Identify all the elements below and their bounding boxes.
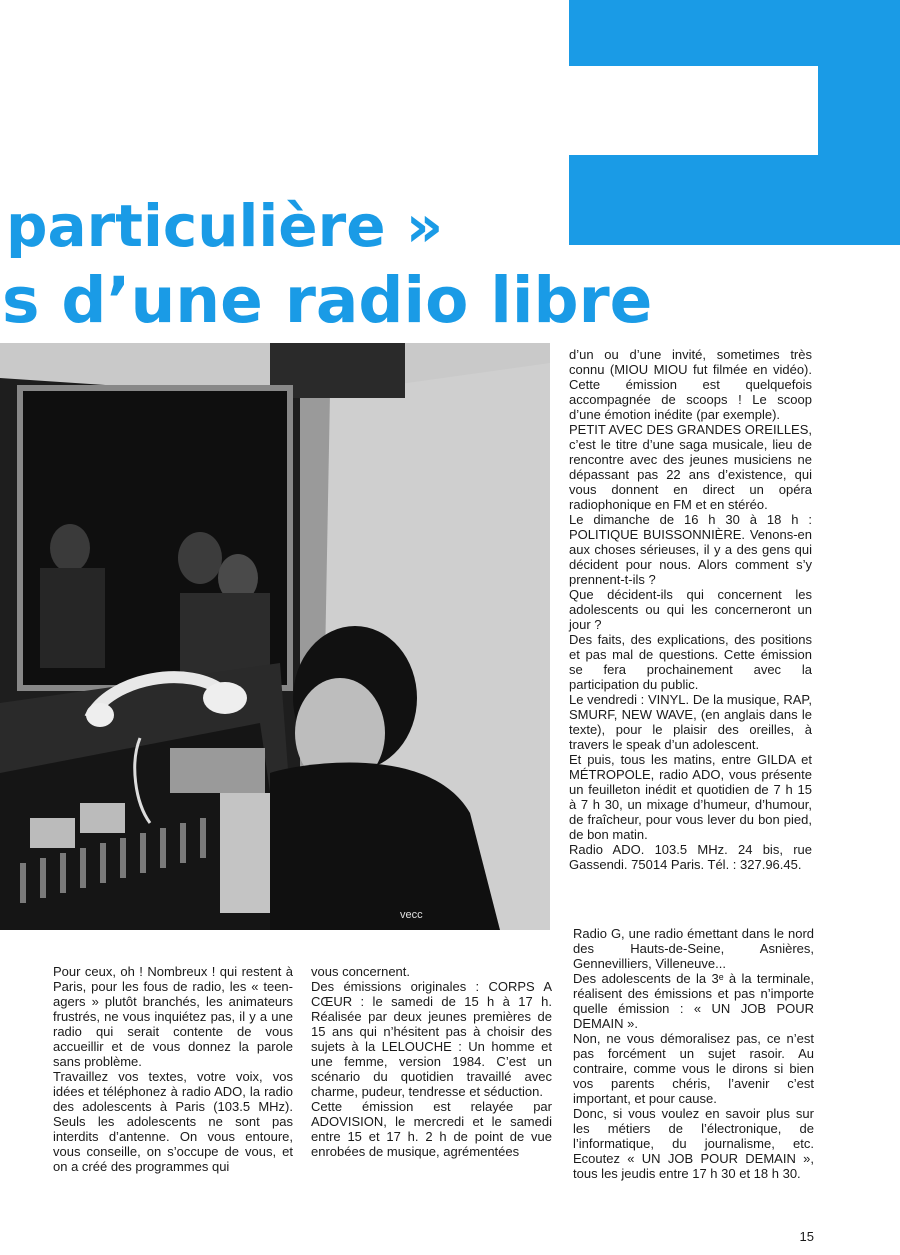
headline-line-1: particulière » xyxy=(6,192,444,260)
headline-line-2: s d’une radio libre xyxy=(2,264,653,337)
paragraph: Et puis, tous les matins, entre GILDA et MÉTROPOLE, radio ADO, vous présente un feuilleton inédit et quotidien de 7 h 15 à 7 h 30, un mixage d’humeur, d’humour, de fraîcheur, pour vous lever du bon pied, de bon matin. xyxy=(569,752,812,842)
paragraph: Que décident-ils qui concernent les adolescents ou qui les concerneront un jour ? xyxy=(569,587,812,632)
paragraph: Pour ceux, oh ! Nombreux ! qui restent à Paris, pour les fous de radio, les « teen-agers » plutôt branchés, les animateurs frustrés, ne vous inquiétez pas, il y a une radio qui serait contente de vous accueillir et de vous donnez la parole sans problème. xyxy=(53,964,293,1069)
right-column-top xyxy=(569,347,812,872)
paragraph: Donc, si vous voulez en savoir plus sur les métiers de l’électronique, de l’informatique, du journalisme, etc. Ecoutez « UN JOB POUR DEMAIN », tous les jeudis entre 17 h 30 et 18 h 30. xyxy=(573,1106,814,1181)
page-number: 15 xyxy=(799,1229,814,1244)
bottom-middle-column xyxy=(311,964,552,1159)
paragraph: Des adolescents de la 3ᵉ à la terminale, réalisent des émissions et pas n’importe quelle émission : « UN JOB POUR DEMAIN ». xyxy=(573,971,814,1031)
paragraph: Radio G, une radio émettant dans le nord des Hauts-de-Seine, Asnières, Gennevilliers, Villeneuve... xyxy=(573,926,814,971)
paragraph: Cette émission est relayée par ADOVISION, le mercredi et le samedi entre 15 et 17 h. 2 h de point de vue enrobées de musique, agrémentées xyxy=(311,1099,552,1159)
paragraph: d’un ou d’une invité, sometimes très connu (MIOU MIOU fut filmée en vidéo). Cette émission est quelquefois accompagnée de scoops ! Le scoop d’une émotion inédite (par exemple). xyxy=(569,347,812,422)
radio-studio-photo xyxy=(0,343,550,930)
paragraph: Radio ADO. 103.5 MHz. 24 bis, rue Gassendi. 75014 Paris. Tél. : 327.96.45. xyxy=(569,842,812,872)
paragraph: Le dimanche de 16 h 30 à 18 h : POLITIQUE BUISSONNIÈRE. Venons-en aux choses sérieuses, il y a des gens qui décident pour nous. Alors comment s’y prennent-t-ils ? xyxy=(569,512,812,587)
console-label: vecc xyxy=(400,909,423,921)
paragraph: Des faits, des explications, des positions et pas mal de questions. Cette émission se fera prochainement avec la participation du public. xyxy=(569,632,812,692)
paragraph: PETIT AVEC DES GRANDES OREILLES, c’est le titre d’une saga musicale, lieu de rencontre avec des jeunes musiciens ne dépassant pas 22 ans d’existence, qui vous donnent en direct un opéra radiophonique en FM et en stéréo. xyxy=(569,422,812,512)
paragraph: Le vendredi : VINYL. De la musique, RAP, SMURF, NEW WAVE, (en anglais dans le texte), pour le plaisir des oreilles, à travers le speak d’un adolescent. xyxy=(569,692,812,752)
bottom-left-column xyxy=(53,964,293,1174)
paragraph: Des émissions originales : CORPS A CŒUR : le samedi de 15 h à 17 h. Réalisée par deux jeunes premières de 15 ans qui n’hésitent pas à choisir des sujets à la LELOUCHE : Un homme et une femme, version 1984. C’est un scénario du quotidien travaillé avec charme, pudeur, tendresse et séduction. xyxy=(311,979,552,1099)
paragraph: Non, ne vous démoralisez pas, ce n’est pas forcément un sujet rasoir. Au contraire, comme vous le dirons si bien vos parents chéris, l’avenir c’est important, et pour cause. xyxy=(573,1031,814,1106)
radio-studio-illustration xyxy=(0,343,550,930)
paragraph: Travaillez vos textes, votre voix, vos idées et téléphonez à radio ADO, la radio des adolescents à Paris (103.5 MHz). Seuls les adolescents ne sont pas interdits d’antenne. On vous entoure, vous conseille, on s’occupe de vous, et on a créé des programmes qui xyxy=(53,1069,293,1174)
bottom-right-column xyxy=(573,926,814,1181)
decorative-blue-block-lower xyxy=(569,155,900,245)
paragraph: vous concernent. xyxy=(311,964,411,979)
